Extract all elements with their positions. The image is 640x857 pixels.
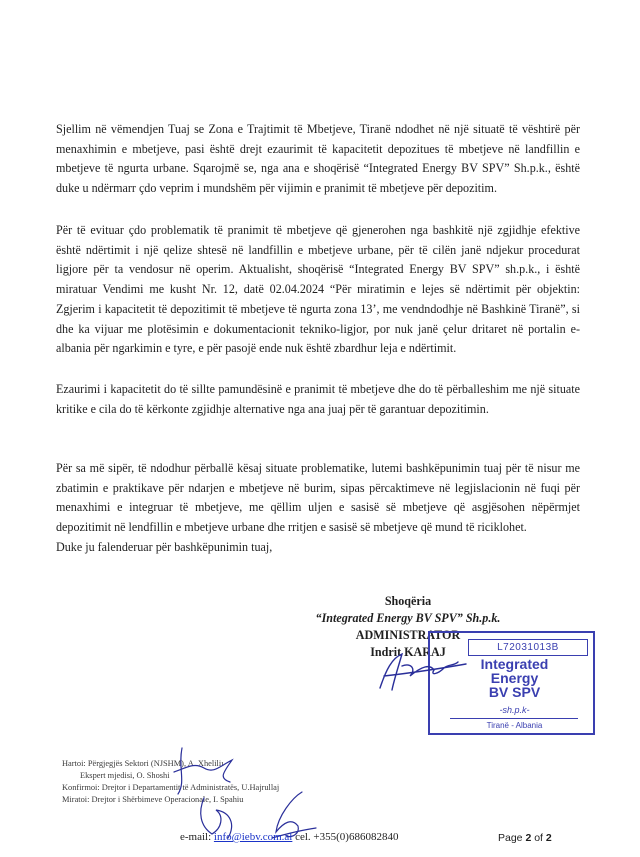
note-confirmed-by: Konfirmoi: Drejtor i Departamentit të Administratës, U.Hajrullaj [62,783,280,792]
note-prepared-by: Hartoi: Përgjegjës Sektori (NJSHM), A. Xheliliı [62,759,224,768]
company-stamp [428,631,595,735]
page-current: 2 [525,832,532,844]
closing-line: Duke ju falenderuar për bashkëpunimin tuaj, [56,540,273,554]
page-word: Page [498,832,523,844]
stamp-legal-form: -sh.p.k- [499,705,530,715]
email-link[interactable]: info@iebv.com.al [213,831,293,843]
note-expert: Ekspert mjedisi, O. Shoshi [80,771,170,780]
stamp-divider [450,718,578,719]
email-label: e-mail: [180,831,212,843]
stamp-name-line2: Energy [490,670,539,686]
phone-number: cel. +355(0)686082840 [295,831,399,843]
company-name: “Integrated Energy BV SPV” Sh.p.k. [315,611,501,625]
page-of: of [534,832,543,844]
page-total: 2 [545,832,552,844]
paragraph-2: Për të evituar çdo problematik të pranimit të mbetjeve që gjenerohen nga bashkitë një zgjidhje efektive është ndërtimit i një qelize shtesë në landfillin e mbetjeve urbane, për të cilën janë ndjekur procedurat ligjore për ta vendosur në operim. Aktualisht, shoqërisë “Integrated Energy BV SPV” sh.p.k., i është miratuar Vendimi me kusht Nr. 12, datë 02.04.2024 “Për miratimin e lejes së ndërtimit për objektin: Zgjerim i kapacitetit të depozitimit të mbetjeve të ngurta zona 13’, me vendndodhje në Bashkinë Tiranë”, si dhe ka vijuar me plotësimin e dokumentacionit tekniko-ligjor, por nuk janë çelur dritaret në portalin e-albania për ngarkimin e tyre, e për pasojë ende nuk është zbardhur leja e ndërtimit. [56,223,580,356]
stamp-name-line3: BV SPV [488,684,541,700]
signatory-name: Indrit KARAJ [370,645,446,659]
stamp-name-line1: Integrated [480,656,549,672]
approval-notes [62,758,279,806]
stamp-city: Tiranë - Albania [486,721,543,730]
contact-footer [180,831,398,843]
stamp-company-name [442,657,587,699]
company-label: Shoqëria [384,594,432,608]
paragraph-4: Për sa më sipër, të ndodhur përballë kësaj situate problematike, lutemi bashkëpunimin tuaj për të nisur me zbatimin e praktikave për ndarjen e mbetjeve në burim, sipas përcaktimeve në legjislacionin në fuqi për menaxhimi e integruar të mbetjeve, me qëllim uljen e sasisë së mbetjeve që asgjësohen nëpërmjet depozitimit në lendfillin e mbetjeve urbane dhe rritjen e sasisë së mbetjeve që mund të riciklohet. [56,461,580,535]
paragraph-3: Ezaurimi i kapacitetit do të sillte pamundësinë e pranimit të mbetjeve dhe do të përballeshim me një situate kritike e cila do të kërkonte zgjidhje alternative nga ana juaj për të garantuar depozitimin. [56,382,580,416]
note-approved-by: Miratoi: Drejtor i Shërbimeve Operacionale, I. Spahiu [62,795,244,804]
stamp-code: L72031013B [468,639,588,656]
signatory-role: ADMINISTRATOR [355,628,461,642]
paragraph-1: Sjellim në vëmendjen Tuaj se Zona e Trajtimit të Mbetjeve, Tiranë ndodhet në një situatë të vështirë për menaxhimin e mbetjeve, pasi është drejt ezaurimit të kapacitetit depozitues të mbetjeve në landfillin e mbetjeve të ngurta urbane. Sqarojmë se, nga ana e shoqërisë “Integrated Energy BV SPV” Sh.p.k., është duke u ndërmarr çdo veprim i mundshëm për vijimin e pranimit të mbetjeve për depozitim. [56,122,580,196]
page-number [498,832,552,844]
